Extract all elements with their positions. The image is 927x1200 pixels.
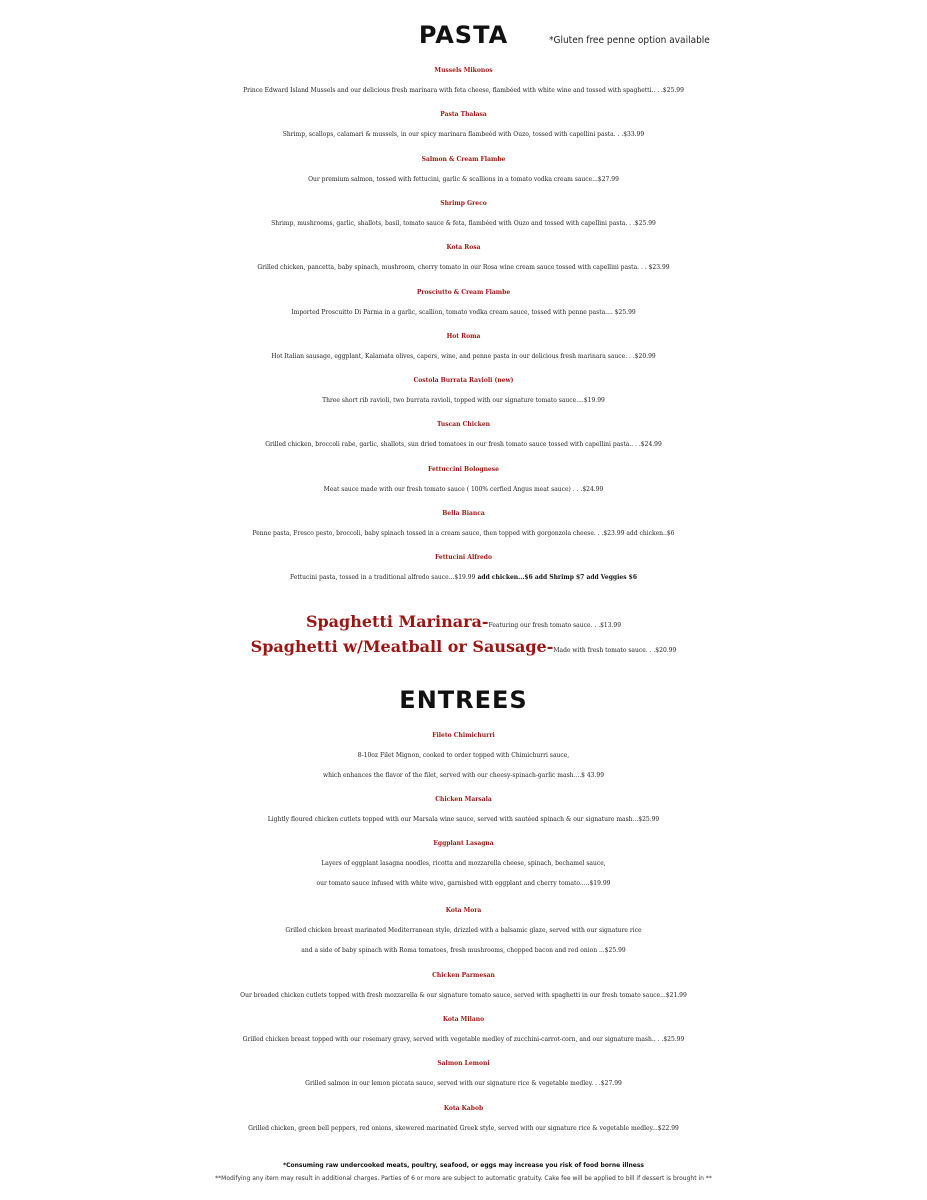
dish-description: Grilled chicken, green bell peppers, red onions, skewered marinated Greek style, served with our signature rice & vegetable medley...$22.99: [248, 1125, 679, 1132]
dish-description: [0, 348, 927, 366]
dish-name: Chicken Marsala: [435, 796, 492, 803]
dish-description-text: Featuring our fresh tomato sauce. . .$13.99: [488, 622, 622, 629]
dish-description-text: Meat sauce made with our fresh tomato sauce ( 100% cerfied Angus meat sauce) . . .$24.99: [323, 486, 604, 493]
dish-description: [0, 569, 927, 587]
dish-description: Layers of eggplant lasagna noodles, ricotta and mozzarella cheese, spinach, bechamel sauce,: [321, 860, 606, 867]
dish-name: Chicken Parmesan: [432, 972, 495, 979]
dish-description: [0, 392, 927, 410]
dish-description: [0, 215, 927, 233]
dish-description-text: Prince Edward Island Mussels and our delicious fresh marinara with feta cheese, flambéed with white wine and tossed with spaghetti.. . .$25.99: [243, 87, 684, 94]
dish-description: which enhances the flavor of the filet, served with our cheesy-spinach-garlic mash....$ 43.99: [322, 772, 605, 779]
modification-note: **Modifying any item may result in additional charges. Parties of 6 or more are subject to automatic gratuity. Cake fee will be applied to bill if dessert is brought in **: [215, 1175, 712, 1182]
dish-name: Hot Roma: [446, 333, 481, 340]
dish-description: [0, 304, 927, 322]
dish-description: Our breaded chicken cutlets topped with fresh mozzarella & our signature tomato sauce, served with spaghetti in our fresh tomato sauce...$21.99: [240, 992, 687, 999]
pasta-section-title: PASTA: [418, 21, 509, 49]
dish-description-text: Penne pasta, Fresco pesto, broccoli, baby spinach tossed in a cream sauce, then topped with gorgonzola cheese. . .$23.99 add chicken..$6: [252, 530, 675, 537]
dish-description: 8-10oz Filet Mignon, cooked to order topped with Chimichurri sauce,: [357, 752, 570, 759]
dish-name: Fileto Chimichurri: [432, 732, 495, 739]
dish-description: [0, 126, 927, 144]
dish-description: [0, 259, 927, 277]
dish-name: Kota Mora: [445, 907, 482, 914]
dish-description: our tomato sauce infused with white wive, garnished with eggplant and cherry tomato.....$19.99: [316, 880, 611, 887]
dish-description-text: Fettucini pasta, tossed in a traditional alfredo sauce...$19.99: [289, 574, 476, 581]
dish-description-text: Three short rib ravioli, two burrata ravioli, topped with our signature tomato sauce....$19.99: [322, 397, 605, 404]
dish-addons: add chicken...$6 add Shrimp $7 add Veggies $6: [475, 574, 638, 581]
dish-description-text: Hot Italian sausage, eggplant, Kalamata olives, capers, wine, and penne pasta in our delicious fresh marinara sauce. . .$20.99: [271, 353, 656, 360]
dish-description: [0, 436, 927, 454]
dish-description: and a side of baby spinach with Roma tomatoes, fresh mushrooms, chopped bacon and red onion ...$25.99: [301, 947, 626, 954]
dish-name: Spaghetti Marinara-: [305, 612, 489, 631]
simple-pasta-row: [0, 611, 927, 633]
dish-description-text: Shrimp, mushrooms, garlic, shallots, basil, tomato sauce & feta, flambéed with Ouzo and tossed with capellini pasta. . .$25.99: [271, 220, 656, 227]
dish-name: Pasta Thalasa: [440, 111, 487, 118]
dish-description: Grilled chicken breast topped with our rosemary gravy, served with vegetable medley of zucchini-carrot-corn, and our signature mash.. . .$25.99: [242, 1036, 685, 1043]
dish-name: Shrimp Greco: [440, 200, 487, 207]
dish-description-text: Grilled chicken, broccoli rabe, garlic, shallots, sun dried tomatoes in our fresh tomato sauce tossed with capellini pasta.. . .$24.99: [265, 441, 662, 448]
entrees-section-title: ENTREES: [399, 686, 528, 714]
dish-description: [0, 171, 927, 189]
dish-description: Grilled chicken breast marinated Mediterranean style, drizzled with a balsamic glaze, served with our signature rice: [285, 927, 642, 934]
dish-name: Mussels Mikonos: [434, 67, 493, 74]
dish-description-text: Made with fresh tomato sauce. . .$20.99: [553, 647, 677, 654]
dish-description-text: Grilled chicken, pancetta, baby spinach, mushroom, cherry tomato in our Rosa wine cream sauce tossed with capellini pasta. . . $23.99: [257, 264, 670, 271]
dish-description: [0, 82, 927, 100]
dish-description-text: Shrimp, scallops, calamari & mussels, in our spicy marinara flambeéd with Ouzo, tossed with capellini pasta. . .$33.99: [282, 131, 645, 138]
dish-name: Salmon Lemoni: [437, 1060, 490, 1067]
dish-name: Salmon & Cream Flambe: [421, 156, 506, 163]
dish-name: Spaghetti w/Meatball or Sausage-: [250, 637, 554, 656]
dish-name: Kota Kabob: [443, 1105, 484, 1112]
dish-name: Prosciutto & Cream Flambe: [416, 289, 511, 296]
dish-name: Fettucini Alfredo: [434, 554, 492, 561]
dish-name: Tuscan Chicken: [436, 421, 491, 428]
dish-description: [0, 481, 927, 499]
dish-name: Bella Bianca: [442, 510, 485, 517]
gluten-free-note: *Gluten free penne option available: [549, 35, 710, 46]
dish-name: Kota Rosa: [446, 244, 481, 251]
dish-name: Fettuccini Bolognese: [428, 466, 499, 473]
dish-description-text: Our premium salmon, tossed with fettucini, garlic & scallions in a tomato vodka cream sauce...$27.99: [308, 176, 619, 183]
dish-description-text: Imported Proscuitto Di Parma in a garlic, scallion, tomato vodka cream sauce, tossed with penne pasta.... $25.99: [291, 309, 636, 316]
food-safety-warning: *Consuming raw undercooked meats, poultry, seafood, or eggs may increase you risk of food borne illness: [283, 1162, 644, 1169]
simple-pasta-row: [0, 636, 927, 658]
dish-description: Lightly floured chicken cutlets topped with our Marsala wine sauce, served with sautéed spinach & our signature mash...$25.99: [267, 816, 660, 823]
dish-name: Kota Milano: [442, 1016, 485, 1023]
dish-name: Eggplant Lasagna: [433, 840, 494, 847]
dish-name: Costola Burrata Ravioli (new): [413, 377, 514, 384]
dish-description: Grilled salmon in our lemon piccata sauce, served with our signature rice & vegetable medley. . .$27.99: [305, 1080, 622, 1087]
dish-description: [0, 525, 927, 543]
